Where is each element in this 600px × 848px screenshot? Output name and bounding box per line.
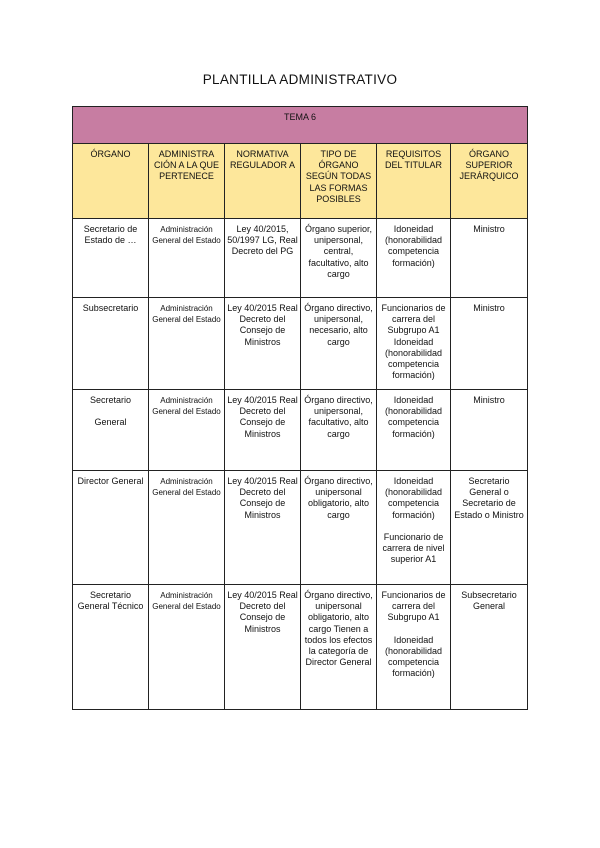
- cell-requisitos: Idoneidad (honorabilidad competencia formación) Funcionario de carrera de nivel superior A1: [377, 471, 451, 585]
- tema-header-row: [73, 107, 528, 144]
- cell-tipo: Órgano superior, unipersonal, central, facultativo, alto cargo: [301, 219, 377, 298]
- cell-tipo: Órgano directivo, unipersonal, necesario, alto cargo: [301, 298, 377, 390]
- cell-normativa: Ley 40/2015 Real Decreto del Consejo de Ministros: [225, 471, 301, 585]
- table-row: [73, 298, 528, 390]
- table-row: [73, 471, 528, 585]
- cell-organo: Secretario General: [73, 390, 149, 471]
- cell-superior: Ministro: [451, 219, 528, 298]
- cell-organo: Secretario General Técnico: [73, 585, 149, 710]
- cell-tipo: Órgano directivo, unipersonal obligatorio, alto cargo Tienen a todos los efectos la categoría de Director General: [301, 585, 377, 710]
- column-header-organo: ÓRGANO: [73, 144, 149, 219]
- cell-superior: Ministro: [451, 298, 528, 390]
- organos-table: [72, 106, 528, 710]
- column-header-superior: ÓRGANO SUPERIOR JERÁRQUICO: [451, 144, 528, 219]
- table-row: [73, 585, 528, 710]
- table-row: [73, 390, 528, 471]
- cell-organo: Director General: [73, 471, 149, 585]
- cell-requisitos: Funcionarios de carrera del Subgrupo A1 Idoneidad (honorabilidad competencia formación): [377, 298, 451, 390]
- cell-tipo: Órgano directivo, unipersonal obligatorio, alto cargo: [301, 471, 377, 585]
- tema-title: TEMA 6: [73, 107, 528, 144]
- column-header-requisitos: REQUISITOS DEL TITULAR: [377, 144, 451, 219]
- cell-superior: Secretario General o Secretario de Estado o Ministro: [451, 471, 528, 585]
- column-header-administracion: ADMINISTRA CIÓN A LA QUE PERTENECE: [149, 144, 225, 219]
- cell-administracion: Administración General del Estado: [149, 298, 225, 390]
- document-title: PLANTILLA ADMINISTRATIVO: [202, 72, 398, 87]
- cell-superior: Subsecretario General: [451, 585, 528, 710]
- cell-requisitos: Funcionarios de carrera del Subgrupo A1 Idoneidad (honorabilidad competencia formación): [377, 585, 451, 710]
- cell-normativa: Ley 40/2015, 50/1997 LG, Real Decreto del PG: [225, 219, 301, 298]
- column-header-row: [73, 144, 528, 219]
- cell-tipo: Órgano directivo, unipersonal, facultativo, alto cargo: [301, 390, 377, 471]
- cell-requisitos: Idoneidad (honorabilidad competencia formación): [377, 219, 451, 298]
- column-header-tipo: TIPO DE ÓRGANO SEGÚN TODAS LAS FORMAS POSIBLES: [301, 144, 377, 219]
- cell-administracion: Administración General del Estado: [149, 585, 225, 710]
- cell-superior: Ministro: [451, 390, 528, 471]
- cell-normativa: Ley 40/2015 Real Decreto del Consejo de Ministros: [225, 390, 301, 471]
- cell-requisitos: Idoneidad (honorabilidad competencia formación): [377, 390, 451, 471]
- cell-normativa: Ley 40/2015 Real Decreto del Consejo de Ministros: [225, 585, 301, 710]
- column-header-normativa: NORMATIVA REGULADOR A: [225, 144, 301, 219]
- cell-normativa: Ley 40/2015 Real Decreto del Consejo de Ministros: [225, 298, 301, 390]
- cell-administracion: Administración General del Estado: [149, 471, 225, 585]
- cell-organo: Secretario de Estado de …: [73, 219, 149, 298]
- cell-administracion: Administración General del Estado: [149, 219, 225, 298]
- cell-organo: Subsecretario: [73, 298, 149, 390]
- table-row: [73, 219, 528, 298]
- cell-administracion: Administración General del Estado: [149, 390, 225, 471]
